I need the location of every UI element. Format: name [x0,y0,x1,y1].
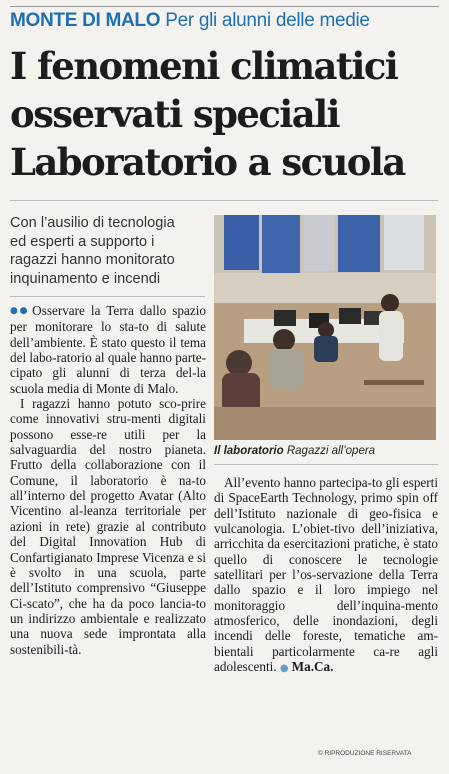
article-line: di Confartigianato Imprese [10,534,207,565]
article-line: da esercitazioni pratiche, è [267,536,410,552]
blue-dots-icon: ●● [10,306,30,316]
article-line: ratorio al quale hanno parte- [56,350,206,366]
photo-caption [214,445,438,457]
headline-line: osservati speciali [10,92,339,136]
kicker-location: MONTE DI MALO [10,10,161,31]
article-line: bientali particolarmente ca- [214,643,390,659]
article-line: to un indirizzo ambientale e [10,595,206,626]
article-line: della collaborazione con il [50,457,206,473]
article-column-right [214,475,438,676]
article-line: scato”, che ha da poco lancia- [26,595,196,611]
article-line: spazio e il loro impiego nel [252,582,438,598]
article-line: Vicenza e si è svolto in una [10,549,206,580]
article-line: inondazioni, degli incendi [214,613,438,644]
article-column-left [10,303,206,657]
caption-label: Il laboratorio [214,445,284,457]
deck-line: ed esperti a supporto i [10,233,155,250]
article-line: menti digitali possono esse- [10,411,206,442]
article-line: comprensivo “Giuseppe Ci- [10,580,207,611]
deck-rule [10,296,205,297]
caption-rule [214,464,438,465]
article-line: to gli esperti di SpaceEarth [214,475,438,506]
caption-text: Ragazzi all’opera [286,445,376,457]
article-line: cipato gli alunni di terza del- [10,365,197,381]
article-line: servazione della Terra dallo [214,567,438,598]
article-line: monitoraggio dell’inquina- [214,597,406,613]
article-line: leanza territoriale per azioni [10,503,206,534]
article-line: Avatar (Alto Vicentino al- [10,488,206,519]
article-line: mento atmosferico, delle [214,597,438,629]
article-line: spazio per monitorare lo sta- [10,303,206,335]
article-line: I ragazzi hanno potuto sco- [20,396,182,412]
article-line: del Digital Innovation Hub [10,534,183,550]
headline-rule [10,200,438,201]
headline [10,42,430,186]
kicker [10,9,370,33]
article-line: improntata alla sostenibili- [10,626,206,657]
article-line: tà. [68,641,82,657]
classroom-photo-image [214,215,436,440]
article-line: stato questo il tema del labo- [10,334,206,366]
deck-line: ragazzi hanno monitorato [10,252,175,268]
article-line: tivo dell’iniziativa, arricchita [214,521,439,552]
article-paragraph [10,303,206,396]
author-signature: Ma.Ca. [291,659,334,675]
article-line: tecnologie satellitari per l’os- [214,551,438,583]
article-line: fisica e vulcanologia. L’obiet- [214,505,438,537]
article-line: prire come innovativi stru- [10,396,206,427]
article-line: la scuola media di Monte di [10,365,206,396]
article-line: in rete) grazie al contributo [48,518,207,534]
classroom-photo [214,215,436,440]
article-line: del nostro pianeta. Frutto [10,442,206,473]
article-paragraph [10,396,206,657]
deck-line: Con l’ausilio di tecnologia [10,215,175,231]
article-line: Technology, primo spin off [292,490,438,506]
article-line: dell’Istituto nazionale di geo- [214,505,393,521]
headline-line: Laboratorio a scuola [10,140,405,184]
article-line: scuola, parte dell’Istituto [10,564,207,596]
kicker-subtitle: Per gli alunni delle medie [165,10,370,31]
deck-line: inquinamento e incendi [10,270,161,287]
article-line: All’evento hanno partecipa- [224,475,372,490]
article-line: Comune, il laboratorio è na- [10,472,196,488]
blue-dot-icon: ● [279,663,289,675]
deck [10,214,205,288]
article-paragraph [214,475,438,676]
headline-line: I fenomeni climatici [10,44,398,88]
article-line: re utili per la salvaguardia [10,426,206,458]
article-line: re agli adolescenti. [214,643,438,675]
top-rule [10,6,439,7]
article-line: delle foreste, tematiche am- [264,628,438,644]
article-line: Osservare la Terra dallo [32,303,167,318]
article-line: stato quello di conoscere le [214,536,438,567]
article-line: realizzato una nuova sede [10,610,206,642]
article-line: to di salute dell’ambiente. È [10,319,207,350]
article-line: to all’interno del progetto [10,472,206,504]
rights-notice: © RIPRODUZIONE RISERVATA [318,750,412,757]
article-line: Malo. [147,380,179,396]
